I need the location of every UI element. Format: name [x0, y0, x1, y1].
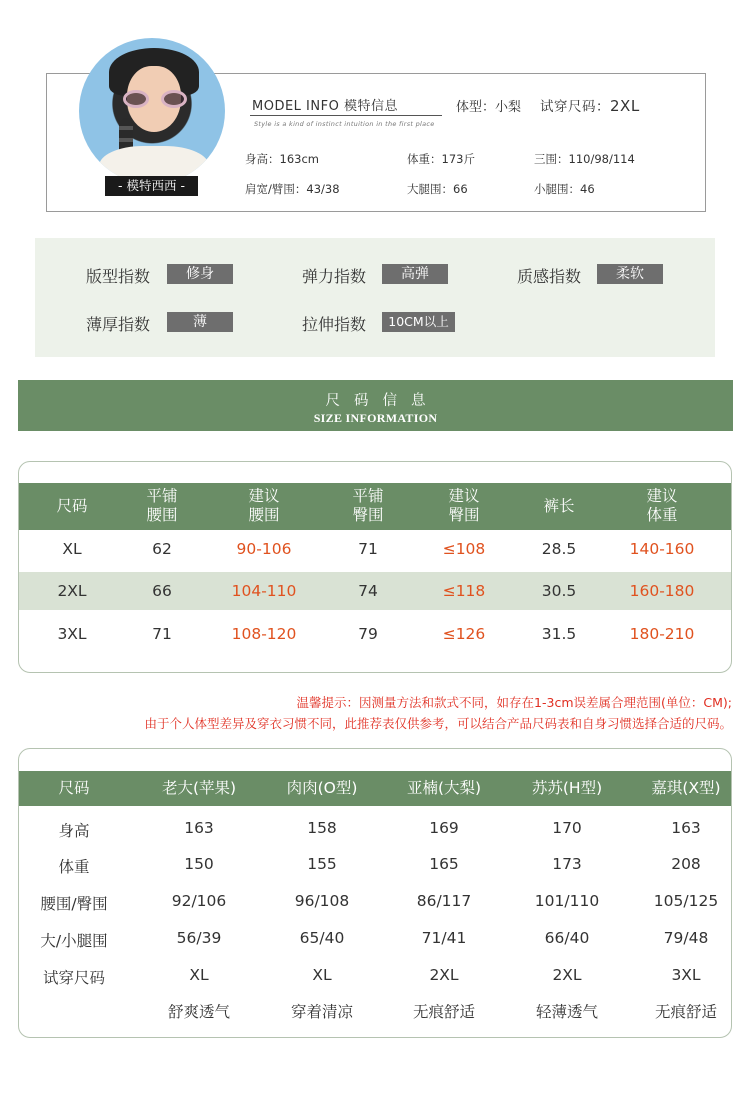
- trial-cell: 2XL: [429, 966, 459, 984]
- model-info-title: [252, 95, 398, 114]
- trial-cell: 158: [307, 819, 337, 837]
- trial-header-model-4: 苏苏(H型): [531, 779, 603, 797]
- trial-cell: 体重: [58, 858, 90, 876]
- size-cell: 62: [152, 540, 172, 558]
- model-fit-label: 试穿尺码：: [540, 99, 610, 115]
- trial-cell: 163: [671, 819, 701, 837]
- size-cell: 31.5: [541, 625, 577, 643]
- size-cell: 160-180: [629, 582, 695, 600]
- trial-cell: 2XL: [552, 966, 582, 984]
- trial-cell: 96/108: [294, 892, 350, 910]
- trial-cell: 155: [307, 855, 337, 873]
- size-cell: 74: [358, 582, 378, 600]
- index-label-stretch: 拉伸指数: [302, 315, 367, 334]
- tip-line-1: 温馨提示：因测量方法和款式不同，如存在1-3cm误差属合理范围(单位：CM);: [296, 695, 732, 710]
- trial-cell: 56/39: [176, 929, 222, 947]
- model-calf: 小腿围：46: [534, 182, 595, 196]
- trial-cell: 79/48: [663, 929, 709, 947]
- size-header-flat-waist-l2: 腰围: [146, 506, 178, 524]
- trial-cell: 66/40: [544, 929, 590, 947]
- size-header-rec-hip-l2: 臀围: [448, 506, 480, 524]
- model-info-title-en: MODEL INFO: [252, 99, 340, 114]
- trial-cell: 无痕舒适: [412, 1003, 475, 1021]
- size-table-header: [19, 483, 731, 530]
- model-bwh: 三围：110/98/114: [534, 152, 635, 166]
- model-info-title-cn: 模特信息: [343, 99, 398, 114]
- size-cell: 79: [358, 625, 378, 643]
- size-cell: 180-210: [629, 625, 695, 643]
- size-header-size: 尺码: [56, 497, 88, 515]
- tip-line-2: 由于个人体型差异及穿衣习惯不同，此推荐表仅供参考，可以结合产品尺码表和自身习惯选择合适的尺码。: [144, 716, 732, 731]
- trial-cell: 身高: [58, 822, 90, 840]
- trial-cell: 无痕舒适: [654, 1003, 717, 1021]
- trial-cell: 173: [552, 855, 582, 873]
- trial-header-size: 尺码: [58, 779, 90, 797]
- size-cell: 71: [152, 625, 172, 643]
- trial-header-model-5: 嘉琪(X型): [651, 779, 721, 797]
- trial-cell: 170: [552, 819, 582, 837]
- size-cell: 90-106: [236, 540, 292, 558]
- trial-header-model-3: 亚楠(大梨): [406, 779, 482, 797]
- size-header-flat-waist-l1: 平铺: [146, 487, 178, 505]
- size-cell: 108-120: [231, 625, 297, 643]
- size-header-flat-hip-l2: 臀围: [352, 506, 384, 524]
- trial-header-model-2: 肉肉(O型): [286, 779, 358, 797]
- model-fit-value: 2XL: [610, 97, 640, 115]
- size-cell: XL: [62, 540, 82, 558]
- trial-cell: 轻薄透气: [535, 1003, 598, 1021]
- size-header-rec-waist: [231, 487, 297, 525]
- size-header-flat-waist: [129, 487, 195, 525]
- size-cell: 71: [358, 540, 378, 558]
- index-value-thickness: 薄: [167, 312, 233, 332]
- index-label-thickness: 薄厚指数: [86, 315, 151, 334]
- trial-cell: 71/41: [421, 929, 467, 947]
- index-value-texture: 柔软: [597, 264, 663, 284]
- index-value-stretch: 10CM以上: [382, 312, 455, 332]
- trial-cell: 169: [429, 819, 459, 837]
- fabric-index-panel: [35, 238, 715, 357]
- model-thigh: 大腿围：66: [407, 182, 468, 196]
- index-value-elasticity: 高弹: [382, 264, 448, 284]
- size-info-title-en: SIZE INFORMATION: [313, 411, 438, 425]
- size-cell: 2XL: [57, 582, 87, 600]
- model-weight: 体重：173斤: [407, 152, 475, 166]
- trial-cell: 大/小腿围: [40, 932, 108, 950]
- trial-cell: 65/40: [299, 929, 345, 947]
- trial-cell: 穿着清凉: [290, 1003, 353, 1021]
- trial-cell: 86/117: [416, 892, 472, 910]
- model-slogan: Style is a kind of instinct intuition in the first place: [254, 120, 435, 128]
- trial-cell: 92/106: [171, 892, 227, 910]
- trial-table-header: [19, 771, 731, 806]
- trial-cell: 101/110: [534, 892, 600, 910]
- model-avatar: [79, 38, 225, 184]
- size-cell: 66: [152, 582, 172, 600]
- size-cell: 140-160: [629, 540, 695, 558]
- index-label-texture: 质感指数: [517, 267, 582, 286]
- size-header-flat-hip-l1: 平铺: [352, 487, 384, 505]
- trial-cell: 105/125: [653, 892, 719, 910]
- model-fit-size: [540, 95, 640, 115]
- size-cell: 30.5: [541, 582, 577, 600]
- trial-cell: 舒爽透气: [167, 1003, 230, 1021]
- size-header-rec-waist-l1: 建议: [248, 487, 280, 505]
- size-header-rec-hip-l1: 建议: [448, 487, 480, 505]
- trial-cell: 150: [184, 855, 214, 873]
- model-title-underline: [250, 115, 442, 116]
- model-name-tag: - 模特西西 -: [105, 176, 198, 196]
- trial-cell: 163: [184, 819, 214, 837]
- trial-cell: 试穿尺码: [42, 969, 105, 987]
- index-value-fit: 修身: [167, 264, 233, 284]
- size-table: [18, 461, 732, 673]
- trial-cell: 165: [429, 855, 459, 873]
- trial-cell: 腰围/臀围: [40, 895, 108, 913]
- trial-header-model-1: 老大(苹果): [161, 779, 237, 797]
- model-height: 身高：163cm: [245, 152, 319, 166]
- trial-cell: 208: [671, 855, 701, 873]
- size-cell: ≤126: [442, 625, 486, 643]
- index-label-elasticity: 弹力指数: [302, 267, 367, 286]
- size-header-rec-weight: [629, 487, 695, 525]
- size-cell: ≤108: [442, 540, 486, 558]
- size-header-rec-weight-l2: 体重: [646, 506, 678, 524]
- index-label-fit: 版型指数: [86, 267, 151, 286]
- trial-cell: XL: [312, 966, 332, 984]
- size-info-title-cn: 尺码信息: [325, 393, 440, 409]
- size-header-rec-waist-l2: 腰围: [248, 506, 280, 524]
- size-cell: 3XL: [57, 625, 87, 643]
- size-header-flat-hip: [335, 487, 401, 525]
- trial-cell: XL: [189, 966, 209, 984]
- size-cell: 28.5: [541, 540, 577, 558]
- trial-table: [18, 748, 732, 1038]
- size-cell: 104-110: [231, 582, 297, 600]
- model-body-type: 体型：小梨: [456, 100, 522, 115]
- trial-cell: 3XL: [671, 966, 701, 984]
- size-header-rec-weight-l1: 建议: [646, 487, 678, 505]
- size-header-rec-hip: [431, 487, 497, 525]
- size-info-header: [18, 380, 733, 431]
- model-shoulder-arm: 肩宽/臂围：43/38: [245, 182, 340, 196]
- size-cell: ≤118: [442, 582, 486, 600]
- size-header-length: 裤长: [543, 497, 575, 515]
